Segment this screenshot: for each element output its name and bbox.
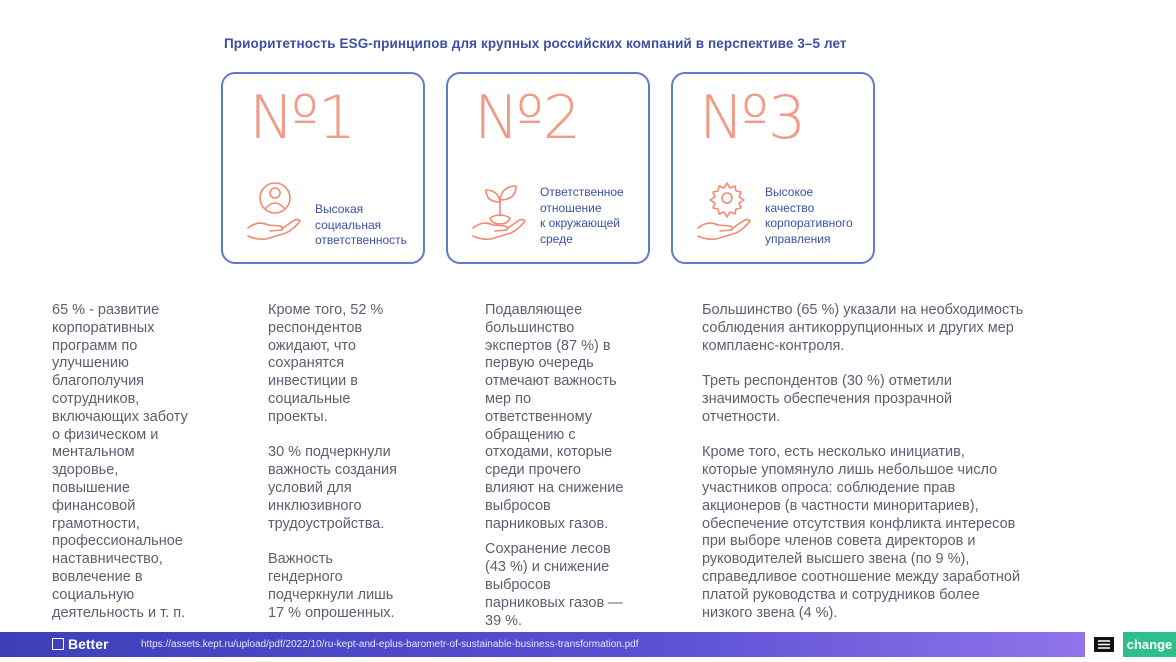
text-column-3 — [485, 302, 685, 630]
page-title: Приоритетность ESG-принципов для крупных российских компаний в перспективе 3–5 лет — [224, 36, 847, 51]
priority-number: №2 — [474, 83, 581, 153]
change-logo: change — [1123, 632, 1176, 657]
paragraph: 65 % - развитие корпоративных программ по улучшению благополучия сотрудников, включающих заботу о физическом и ментальном здоровье, повышение финансовой грамотности, профессиональное наставничество, вовлечение в социальную деятельность и т. п. — [52, 302, 188, 621]
paragraph: Большинство (65 %) указали на необходимость соблюдения антикоррупционных и других мер комплаенс-контроля. — [702, 302, 1024, 354]
text-column-1 — [52, 302, 252, 622]
card-label: Высокое качество корпоративного управления — [765, 185, 853, 246]
paragraph: Сохранение лесов (43 %) и снижение выбросов парниковых газов — 39 %. — [485, 541, 623, 629]
partner-logo-icon — [1085, 632, 1123, 657]
footer-bar — [0, 632, 1176, 657]
paragraph: Важность гендерного подчеркнули лишь 17 % опрошенных. — [268, 551, 395, 621]
priority-card-1 — [221, 72, 425, 264]
card-label: Ответственное отношение к окружающей среде — [540, 185, 624, 246]
paragraph: Подавляющее большинство экспертов (87 %) в первую очередь отмечают важность мер по ответственному обращению с отходами, которые среди прочего влияют на снижение выбросов парниковых газов. — [485, 302, 624, 532]
gear-in-hand-icon — [695, 178, 755, 244]
source-link[interactable]: https://assets.kept.ru/upload/pdf/2022/10/ru-kept-and-eplus-barometr-of-sustainable-business-transformation.pdf — [141, 639, 639, 650]
priority-number: №3 — [699, 83, 806, 153]
priority-card-3 — [671, 72, 875, 264]
person-in-hand-icon — [245, 178, 305, 244]
brand-box-icon — [52, 638, 64, 650]
paragraph: Кроме того, 52 % респондентов ожидают, что сохранятся инвестиции в социальные проекты. — [268, 302, 384, 425]
partner-logo — [1085, 632, 1123, 657]
text-column-4 — [702, 302, 1122, 622]
priority-number: №1 — [249, 83, 356, 153]
brand-logo: Better — [52, 636, 108, 652]
paragraph: Кроме того, есть несколько инициатив, которые упомянуло лишь небольшое число участников опроса: соблюдение прав акционеров (в частности миноритариев), обеспечение отсутствия конфликта интересов при выборе членов совета директоров и руководителей высшего звена (по 9 %), справедливое соотношение между заработной платой руководства и сотрудников более низкого звена (4 %). — [702, 444, 1021, 621]
sprout-in-hand-icon — [470, 178, 530, 244]
text-column-2 — [268, 302, 468, 622]
card-label: Высокая социальная ответственность — [315, 202, 407, 247]
paragraph: Треть респондентов (30 %) отметили значимость обеспечения прозрачной отчетности. — [702, 373, 953, 425]
paragraph: 30 % подчеркнули важность создания условий для инклюзивного трудоустройства. — [268, 444, 397, 532]
priority-card-2 — [446, 72, 650, 264]
